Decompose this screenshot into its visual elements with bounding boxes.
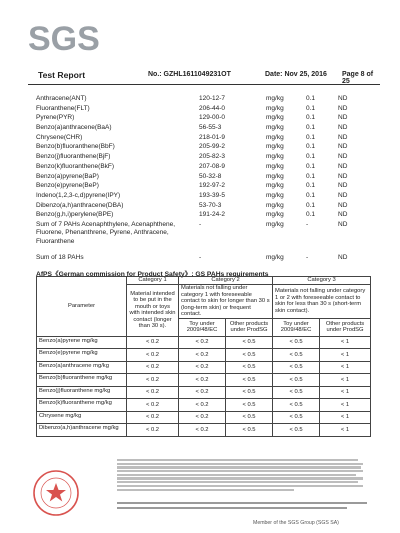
pah-unit: mg/kg xyxy=(266,114,284,122)
limit-cell: < 0.2 xyxy=(179,349,226,362)
pah-mdl: 0.1 xyxy=(306,143,316,151)
pah-mdl: 0.1 xyxy=(306,211,316,219)
pah-unit: mg/kg xyxy=(266,95,284,102)
limit-cell: < 0.2 xyxy=(179,374,226,387)
pah-unit: mg/kg xyxy=(266,253,284,261)
limit-cell: < 1 xyxy=(320,411,371,424)
pah-mdl: 0.1 xyxy=(306,114,316,122)
pah-unit: mg/kg xyxy=(266,133,284,141)
pah-name: Benzo(a)pyrene(BaP) xyxy=(36,172,99,180)
pah-cas: 206-44-0 xyxy=(199,104,226,112)
limit-cell: < 1 xyxy=(320,399,371,412)
limit-cell: < 0.2 xyxy=(179,336,226,349)
category-1-description: Material intended to be put in the mouth or toys with intended skin contact (longer than 30 s). xyxy=(127,285,179,337)
pah-row xyxy=(36,163,376,173)
table-row xyxy=(37,424,371,437)
pah-cas: 50-32-8 xyxy=(199,172,222,180)
pah-mdl: 0.1 xyxy=(306,162,316,170)
pah-row xyxy=(36,114,376,124)
report-header xyxy=(28,70,378,85)
parameter-cell: Benzo(a)pyrene mg/kg xyxy=(37,336,127,349)
pah-name: Benzo(b)fluoranthene(BbF) xyxy=(36,143,115,151)
pah-row xyxy=(36,134,376,144)
sgs-logo xyxy=(28,18,100,58)
limit-cell: < 0.5 xyxy=(273,361,320,374)
pah-unit: mg/kg xyxy=(266,201,284,209)
limit-cell: < 0.5 xyxy=(273,386,320,399)
pah-name: Benzo(j)fluoranthene(BjF) xyxy=(36,153,111,161)
pah-row xyxy=(36,211,376,221)
pah-row xyxy=(36,192,376,202)
pah-unit: mg/kg xyxy=(266,162,284,170)
limit-cell: < 0.5 xyxy=(273,374,320,387)
table-row xyxy=(37,361,371,374)
limit-cell: < 0.5 xyxy=(226,386,273,399)
parameter-cell: Benzo(a)anthracene mg/kg xyxy=(37,361,127,374)
pah-cas: - xyxy=(199,253,202,261)
pah-result: ND xyxy=(338,104,348,112)
parameter-cell: Benzo(j)fluoranthene mg/kg xyxy=(37,386,127,399)
pah-result: ND xyxy=(338,153,348,161)
pah-result: ND xyxy=(338,133,348,141)
limit-cell: < 0.5 xyxy=(273,424,320,437)
pah-unit: mg/kg xyxy=(266,172,284,180)
pah-name: Benzo(e)pyrene(BeP) xyxy=(36,182,99,190)
category-2-header: Category 2 xyxy=(179,277,273,285)
pah-result: ND xyxy=(338,201,348,209)
toy-under-header-3: Toy under 2009/48/EC xyxy=(273,318,320,336)
pah-cas: 191-24-2 xyxy=(199,211,226,219)
limit-cell: < 0.2 xyxy=(127,424,179,437)
limit-cell: < 0.5 xyxy=(226,374,273,387)
limit-cell: < 0.5 xyxy=(226,424,273,437)
pah-result: ND xyxy=(338,182,348,190)
footer xyxy=(0,457,400,533)
parameter-cell: Benzo(k)fluoranthene mg/kg xyxy=(37,399,127,412)
limit-cell: < 0.2 xyxy=(127,386,179,399)
pah-mdl: 0.1 xyxy=(306,104,316,112)
afps-title: AfPS《German commission for Product Safety》: GS PAHs requirements xyxy=(36,271,269,278)
category-2-description: Materials not falling under category 1 with foreseeable contact to skin for longer than 30 s (long-term skin) or frequent contact. xyxy=(179,285,273,319)
pah-mdl: 0.1 xyxy=(306,133,316,141)
table-row xyxy=(37,386,371,399)
pah-name: Benzo(g,h,i)perylene(BPE) xyxy=(36,211,114,219)
limit-cell: < 0.5 xyxy=(226,349,273,362)
pah-mdl: 0.1 xyxy=(306,201,316,209)
pah-result: ND xyxy=(338,143,348,151)
pah-cas: 56-55-3 xyxy=(199,124,222,132)
header-divider xyxy=(28,84,380,85)
table-row xyxy=(37,374,371,387)
pah-row xyxy=(36,182,376,192)
limit-cell: < 0.5 xyxy=(273,411,320,424)
toy-under-header: Toy under 2009/48/EC xyxy=(179,318,226,336)
pah-name: Sum of 7 PAHs Acenaphthylene, Acenaphthene, Fluorene, Phenanthrene, Pyrene, Anthracene, Fluoranthene xyxy=(36,220,176,245)
afps-requirements-table xyxy=(36,276,371,437)
member-text: Member of the SGS Group (SGS SA) xyxy=(253,520,339,526)
pah-unit: mg/kg xyxy=(266,143,284,151)
pah-mdl: 0.1 xyxy=(306,124,316,132)
pah-name: Pyrene(PYR) xyxy=(36,114,75,122)
pah-cas: - xyxy=(199,220,202,228)
limit-cell: < 0.2 xyxy=(127,399,179,412)
limit-cell: < 0.2 xyxy=(179,386,226,399)
pah-cas: 53-70-3 xyxy=(199,201,222,209)
terms-fine-print xyxy=(117,459,363,492)
limit-cell: < 1 xyxy=(320,374,371,387)
pah-unit: mg/kg xyxy=(266,191,284,199)
other-products-header-3: Other products under ProdSG xyxy=(320,318,371,336)
parameter-cell: Dibenzo(a,h)anthracene mg/kg xyxy=(37,424,127,437)
limit-cell: < 0.2 xyxy=(179,399,226,412)
pah-name: Dibenzo(a,h)anthracene(DBA) xyxy=(36,201,124,209)
limit-cell: < 0.2 xyxy=(127,374,179,387)
limit-cell: < 0.5 xyxy=(273,349,320,362)
pah-cas: 205-82-3 xyxy=(199,153,226,161)
pah-row xyxy=(36,143,376,153)
pah-result: ND xyxy=(338,172,348,180)
company-seal-icon xyxy=(32,469,80,517)
pah-row xyxy=(36,202,376,212)
pah-row xyxy=(36,124,376,134)
category-3-header: Category 3 xyxy=(273,277,371,285)
limit-cell: < 0.2 xyxy=(127,411,179,424)
pah-name: Benzo(k)fluoranthene(BkF) xyxy=(36,162,115,170)
limit-cell: < 0.5 xyxy=(226,336,273,349)
report-title: Test Report xyxy=(38,70,86,80)
pah-unit: mg/kg xyxy=(266,220,284,228)
pah-unit: mg/kg xyxy=(266,153,284,161)
limit-cell: < 1 xyxy=(320,424,371,437)
pah-unit: mg/kg xyxy=(266,182,284,190)
report-date: Date: Nov 25, 2016 xyxy=(265,71,327,78)
category-3-description: Materials not falling under category 1 or 2 with foreseeable contact to skin for less than 30 s (short-term skin contact). xyxy=(273,285,371,319)
parameter-cell: Chrysene mg/kg xyxy=(37,411,127,424)
limit-cell: < 1 xyxy=(320,386,371,399)
pah-name: Chrysene(CHR) xyxy=(36,133,83,141)
pah-cas: 218-01-9 xyxy=(199,133,226,141)
pah-result: ND xyxy=(338,220,348,228)
address-block xyxy=(117,502,367,511)
pah-result: ND xyxy=(338,211,348,219)
svg-text:SGS: SGS xyxy=(28,20,100,58)
pah-row xyxy=(36,95,376,105)
limit-cell: < 0.5 xyxy=(273,336,320,349)
pah-unit: mg/kg xyxy=(266,211,284,219)
pah-result: ND xyxy=(338,253,348,261)
limit-cell: < 0.2 xyxy=(179,411,226,424)
pah-row xyxy=(36,173,376,183)
limit-cell: < 0.5 xyxy=(226,361,273,374)
limit-cell: < 0.2 xyxy=(179,424,226,437)
pah-unit: mg/kg xyxy=(266,124,284,132)
pah-cas: 192-97-2 xyxy=(199,182,226,190)
pah-row xyxy=(36,254,376,264)
parameter-cell: Benzo(e)pyrene mg/kg xyxy=(37,349,127,362)
limit-cell: < 0.2 xyxy=(127,336,179,349)
limit-cell: < 0.2 xyxy=(179,361,226,374)
limit-cell: < 0.2 xyxy=(127,361,179,374)
pah-mdl: 0.1 xyxy=(306,95,316,102)
other-products-header: Other products under ProdSG xyxy=(226,318,273,336)
pah-result: ND xyxy=(338,95,348,102)
pah-row xyxy=(36,153,376,163)
limit-cell: < 0.5 xyxy=(273,399,320,412)
pah-result: ND xyxy=(338,114,348,122)
report-number: No.: GZHL1611049231OT xyxy=(148,71,231,78)
pah-cas: 193-39-5 xyxy=(199,191,226,199)
table-row xyxy=(37,349,371,362)
limit-cell: < 0.2 xyxy=(127,349,179,362)
page-indicator: Page 8 of 25 xyxy=(342,71,374,85)
pah-cas: 129-00-0 xyxy=(199,114,226,122)
pah-row xyxy=(36,221,376,254)
pah-name: Anthracene(ANT) xyxy=(36,95,87,102)
pah-mdl: - xyxy=(306,253,309,261)
pah-mdl: - xyxy=(306,220,309,228)
limit-cell: < 1 xyxy=(320,336,371,349)
category-1-header: Category 1 xyxy=(127,277,179,285)
pah-name: Sum of 18 PAHs xyxy=(36,253,84,261)
param-header: Parameter xyxy=(37,277,127,337)
pah-name: Indeno(1,2,3-c,d)pyrene(IPY) xyxy=(36,191,121,199)
pah-mdl: 0.1 xyxy=(306,172,316,180)
pah-mdl: 0.1 xyxy=(306,153,316,161)
pah-row xyxy=(36,105,376,115)
table-row xyxy=(37,399,371,412)
limit-cell: < 1 xyxy=(320,361,371,374)
pah-cas: 207-08-9 xyxy=(199,162,226,170)
pah-result: ND xyxy=(338,162,348,170)
pah-mdl: 0.1 xyxy=(306,182,316,190)
pah-result: ND xyxy=(338,191,348,199)
pah-name: Fluoranthene(FLT) xyxy=(36,104,90,112)
pah-mdl: 0.1 xyxy=(306,191,316,199)
table-row xyxy=(37,411,371,424)
pah-results-table xyxy=(36,95,376,264)
limit-cell: < 0.5 xyxy=(226,411,273,424)
limit-cell: < 0.5 xyxy=(226,399,273,412)
pah-unit: mg/kg xyxy=(266,104,284,112)
parameter-cell: Benzo(b)fluoranthene mg/kg xyxy=(37,374,127,387)
pah-cas: 205-99-2 xyxy=(199,143,226,151)
limit-cell: < 1 xyxy=(320,349,371,362)
table-row xyxy=(37,336,371,349)
pah-cas: 120-12-7 xyxy=(199,95,226,102)
pah-result: ND xyxy=(338,124,348,132)
pah-name: Benzo(a)anthracene(BaA) xyxy=(36,124,112,132)
